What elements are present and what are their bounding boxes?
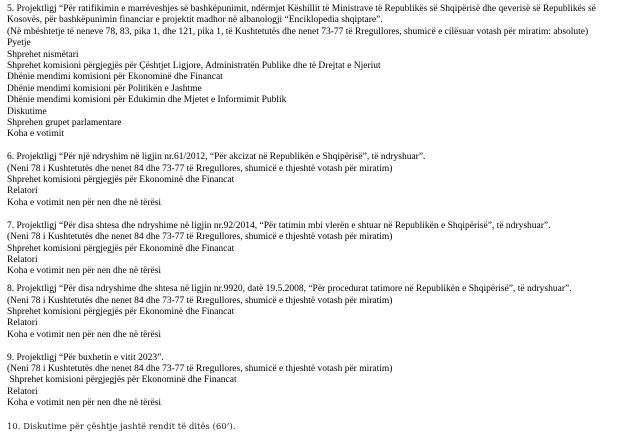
agenda-blocks bbox=[7, 4, 634, 432]
agenda-item-7-line: 7. Projektligj “Për disa shtesa dhe ndryshime në ligjin nr.92/2014, “Për tatimin mbi vlerën e shtuar në Republikën e Shqipërisë”, të ndryshuar”. bbox=[7, 220, 551, 231]
agenda-item-6-line: (Neni 78 i Kushtetutës dhe nenet 84 dhe 73-77 të Rregullores, shumicë e thjeshtë votash për miratim) bbox=[7, 163, 393, 174]
agenda-item-6-line: 6. Projektligj “Për një ndryshim në ligjin nr.61/2012, “Për akcizat në Republikën e Shqipërisë”, të ndryshuar”. bbox=[7, 152, 426, 163]
agenda-item-7-line: Shprehet komisioni përgjegjës për Ekonominë dhe Financat bbox=[7, 243, 235, 254]
agenda-item-5-line: Shprehen grupet parlamentare bbox=[7, 118, 122, 129]
agenda-item-8-line: 8. Projektligj “Për disa ndryshime dhe shtesa në ligjin nr.9920, datë 19.5.2008, “Për procedurat tatimore në Republikën e Shqipërisë”, të ndryshuar”. bbox=[7, 284, 572, 295]
agenda-item-8-line: Shprehet komisioni përgjegjës për Ekonominë dhe Financat bbox=[7, 307, 235, 318]
agenda-item-8-line: (Neni 78 i Kushtetutës dhe nenet 84 dhe 73-77 të Rregullores, shumicë e thjeshtë votash për miratim) bbox=[7, 295, 393, 306]
agenda-item-6-line: Koha e votimit nen për nen dhe në tërësi bbox=[7, 197, 162, 208]
agenda-item-8 bbox=[7, 284, 634, 341]
agenda-item-5-line: Koha e votimit bbox=[7, 129, 64, 140]
agenda-item-9 bbox=[7, 353, 634, 410]
agenda-item-5-line: Dhënie mendimi komisioni për Politikën e Jashtme bbox=[7, 83, 202, 94]
agenda-item-8-line: Relatori bbox=[7, 318, 38, 329]
agenda-item-7-line: (Neni 78 i Kushtetutës dhe nenet 84 dhe 73-77 të Rregullores, shumicë e thjeshtë votash për miratim) bbox=[7, 232, 393, 243]
agenda-item-5-line: 5. Projektligj “Për ratifikimin e marrëveshjes së bashkëpunimit, ndërmjet Këshillit të Ministrave të Republikës së Shqipërisë dhe qeverisë së Republikës së bbox=[7, 4, 596, 14]
agenda-item-5 bbox=[7, 4, 634, 141]
agenda-item-5-line: Kosovës, për bashkëpunimin financiar e projektit madhor në albanologji “Enciklopedia shqiptare”. bbox=[7, 15, 383, 26]
agenda-item-9-line: 9. Projektligj “Për buxhetin e vitit 2023”. bbox=[7, 352, 164, 363]
agenda-item-7-line: Koha e votimit nen për nen dhe në tërësi bbox=[7, 266, 162, 277]
agenda-item-7 bbox=[7, 221, 634, 278]
agenda-item-5-line: Diskutime bbox=[7, 106, 47, 117]
agenda-item-9-line: (Neni 78 i Kushtetutës dhe nenet 84 dhe 73-77 të Rregullores, shumicë e thjeshtë votash për miratim) bbox=[7, 364, 393, 375]
agenda-item-10 bbox=[7, 421, 634, 432]
agenda-item-8-line: Koha e votimit nen për nen dhe në tërësi bbox=[7, 329, 162, 340]
agenda-item-9-line: Koha e votimit nen për nen dhe në tërësi bbox=[7, 398, 162, 409]
agenda-item-5-line: Shprehet komisioni përgjegjës për Çështjet Ligjore, Administratën Publike dhe të Drejtat e Njeriut bbox=[7, 61, 381, 72]
agenda-item-9-line: Relatori bbox=[7, 386, 38, 397]
agenda-item-5-line: Dhënie mendimi komisioni për Edukimin dhe Mjetet e Informimit Publik bbox=[7, 95, 287, 106]
agenda-item-5-line: (Në mbështetje të neneve 78, 83, pika 1, dhe 121, pika 1, të Kushtetutës dhe nenet 73-77 të Rregullores, shumicë e cilësuar votash për miratim: absolute) bbox=[7, 26, 589, 37]
agenda-item-6-line: Shprehet komisioni përgjegjës për Ekonominë dhe Financat bbox=[7, 175, 235, 186]
agenda-item-6-line: Relatori bbox=[7, 186, 38, 197]
agenda-item-9-line: Shprehet komisioni përgjegjës për Ekonominë dhe Financat bbox=[7, 375, 237, 386]
agenda-item-5-line: Shprehet nismëtari bbox=[7, 49, 79, 60]
agenda-item-7-line: Relatori bbox=[7, 254, 38, 265]
agenda-item-10-line: 10. Diskutime për çështje jashtë rendit të ditës (60’). bbox=[7, 421, 236, 432]
agenda-item-6 bbox=[7, 152, 634, 209]
agenda-item-5-line: Dhënie mendimi komisioni për Ekonominë dhe Financat bbox=[7, 72, 223, 83]
agenda-item-5-line: Pyetje bbox=[7, 38, 31, 49]
